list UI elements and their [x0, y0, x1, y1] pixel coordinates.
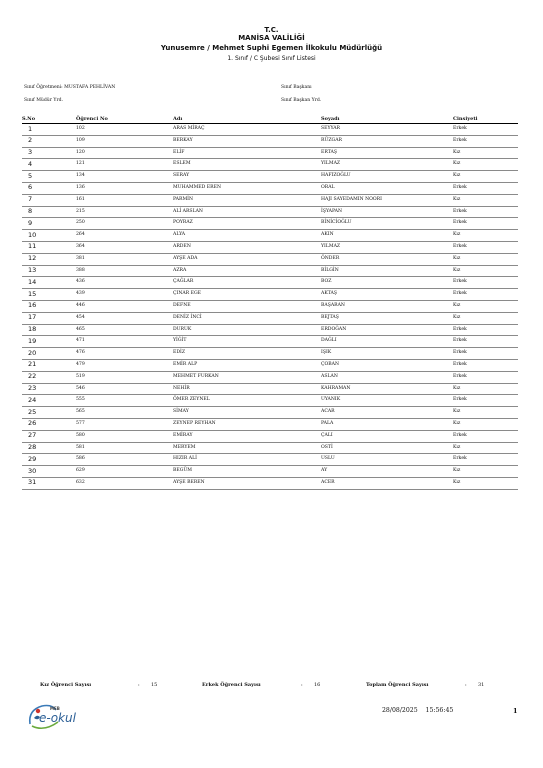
row-no: 27: [28, 431, 37, 440]
row-no: 4: [28, 159, 33, 168]
row-gender: Kız: [453, 420, 461, 426]
table-row: [22, 443, 518, 455]
row-student-no: 102: [76, 126, 85, 131]
girls-sep: :: [138, 682, 140, 688]
row-student-no: 381: [76, 255, 85, 261]
row-student-no: 580: [76, 432, 85, 438]
row-gender: Kız: [453, 444, 461, 450]
row-student-no: 581: [76, 444, 85, 450]
row-gender: Erkek: [453, 126, 467, 131]
row-surname: BEJTAŞ: [321, 314, 339, 320]
row-student-no: 161: [76, 196, 85, 202]
row-gender: Kız: [453, 314, 461, 320]
row-name: AYŞE BEREN: [173, 479, 205, 485]
row-surname: ÇOBAN: [321, 361, 339, 367]
row-student-no: 629: [76, 468, 85, 474]
row-student-no: 555: [76, 397, 85, 403]
row-student-no: 565: [76, 409, 85, 415]
total-count-value: 31: [478, 682, 485, 688]
row-name: HIZIR ALİ: [173, 456, 197, 462]
row-surname: KAHRAMAN: [321, 385, 351, 391]
row-gender: Erkek: [453, 137, 467, 143]
row-surname: ERDOĞAN: [321, 326, 347, 332]
row-gender: Erkek: [453, 350, 467, 356]
table-row: [22, 124, 518, 136]
table-row: [22, 183, 518, 195]
girls-count-value: 15: [151, 682, 158, 688]
row-surname: UYANIK: [321, 397, 341, 403]
row-gender: Kız: [453, 196, 461, 202]
row-no: 16: [28, 301, 37, 310]
row-gender: Erkek: [453, 397, 467, 403]
table-row: [22, 277, 518, 289]
teacher-label: Sınıf Öğretmeni: MUSTAFA PEHLİVAN: [24, 85, 116, 90]
header-list-title: 1. Sınıf / C Şubesi Sınıf Listesi: [227, 55, 316, 62]
boys-count-label: Erkek Öğrenci Sayısı: [202, 682, 261, 688]
table-row: [22, 384, 518, 396]
table-row: [22, 289, 518, 301]
row-student-no: 264: [76, 232, 85, 238]
class-head-deputy-label: Sınıf Başkan Yrd.: [281, 98, 322, 103]
table-row: [22, 313, 518, 325]
row-name: ÇINAR EGE: [173, 291, 201, 297]
table-row: [22, 478, 518, 490]
row-no: 17: [28, 313, 37, 322]
row-surname: OSTİ: [321, 444, 333, 450]
row-name: DENİZ İNCİ: [173, 314, 202, 320]
total-sep: :: [465, 682, 467, 688]
row-student-no: 215: [76, 208, 85, 214]
row-gender: Erkek: [453, 208, 467, 214]
row-name: SERAY: [173, 173, 190, 179]
row-surname: İŞYAPAN: [321, 208, 342, 214]
row-name: MERYEM: [173, 444, 196, 450]
row-name: DEFNE: [173, 302, 191, 308]
row-gender: Erkek: [453, 279, 467, 285]
row-no: 10: [28, 230, 37, 239]
row-surname: ACER: [321, 479, 335, 485]
table-row: [22, 266, 518, 278]
row-gender: Kız: [453, 161, 461, 167]
row-name: AYŞE ADA: [173, 255, 198, 261]
header-governorship: MANİSA VALİLİĞİ: [238, 34, 305, 42]
row-no: 15: [28, 289, 37, 298]
table-row: [22, 336, 518, 348]
row-name: EMİR ALP: [173, 361, 198, 367]
row-surname: BOZ: [321, 279, 332, 285]
row-name: ZEYNEP REYHAN: [173, 420, 216, 426]
row-no: 3: [28, 148, 33, 157]
header-tc: T.C.: [264, 26, 279, 34]
table-row: [22, 301, 518, 313]
row-name: EDİZ: [173, 350, 186, 356]
row-student-no: 632: [76, 479, 85, 485]
row-no: 9: [28, 218, 33, 227]
row-gender: Kız: [453, 409, 461, 415]
row-name: ÖMER ZEYNEL: [173, 397, 210, 403]
header-school: Yunusemre / Mehmet Suphi Egemen İlkokulu Müdürlüğü: [160, 44, 383, 52]
row-surname: AKIN: [321, 232, 334, 238]
row-surname: BİLGİN: [321, 267, 339, 273]
row-surname: HAFIZOĞLU: [321, 173, 351, 179]
row-student-no: 446: [76, 302, 85, 308]
table-row: [22, 136, 518, 148]
row-no: 23: [28, 384, 37, 393]
boys-sep: :: [301, 682, 303, 688]
row-student-no: 546: [76, 385, 85, 391]
row-gender: Erkek: [453, 326, 467, 332]
table-row: [22, 348, 518, 360]
row-surname: BİNİCİOĞLU: [321, 220, 352, 226]
row-student-no: 471: [76, 338, 85, 344]
row-gender: Erkek: [453, 338, 467, 344]
table-row: [22, 207, 518, 219]
row-no: 25: [28, 407, 37, 416]
col-header-surname: Soyadı: [321, 116, 340, 122]
table-row: [22, 419, 518, 431]
table-body: [22, 124, 518, 490]
summary-footer: [0, 680, 543, 692]
row-surname: YILMAZ: [321, 243, 341, 249]
row-gender: Erkek: [453, 373, 467, 379]
row-surname: YILMAZ: [321, 161, 341, 167]
col-header-gender: Cinsiyeti: [453, 116, 478, 122]
row-no: 11: [28, 242, 37, 251]
row-surname: RÜZGAR: [321, 137, 342, 143]
table-row: [22, 360, 518, 372]
row-name: EMİRAY: [173, 432, 193, 438]
row-gender: Kız: [453, 302, 461, 308]
row-no: 13: [28, 266, 37, 275]
row-gender: Kız: [453, 468, 461, 474]
row-surname: ERTAŞ: [321, 149, 338, 155]
row-no: 6: [28, 183, 33, 192]
row-gender: Erkek: [453, 184, 467, 190]
row-surname: USLU: [321, 456, 335, 462]
table-header: [22, 115, 518, 124]
total-count-label: Toplam Öğrenci Sayısı: [366, 682, 429, 688]
table-row: [22, 395, 518, 407]
row-student-no: 364: [76, 243, 85, 249]
row-name: NEHİR: [173, 385, 190, 391]
row-name: BERKAY: [173, 137, 193, 143]
table-row: [22, 171, 518, 183]
row-name: ALİ ARSLAN: [173, 208, 203, 214]
table-row: [22, 242, 518, 254]
row-surname: IŞIK: [321, 350, 332, 356]
row-name: PARMİN: [173, 196, 193, 202]
row-no: 2: [28, 136, 33, 145]
row-no: 5: [28, 171, 33, 180]
table-row: [22, 454, 518, 466]
row-surname: ÇALI: [321, 432, 333, 438]
row-surname: PALA: [321, 420, 334, 426]
row-gender: Erkek: [453, 291, 467, 297]
row-name: ARAS MİRAÇ: [173, 126, 205, 131]
row-no: 26: [28, 419, 37, 428]
row-no: 21: [28, 360, 37, 369]
logo-small-text: MEB: [50, 706, 60, 711]
col-header-student-no: Öğrenci No: [76, 116, 108, 122]
row-no: 8: [28, 207, 33, 216]
table-row: [22, 195, 518, 207]
row-name: ESLEM: [173, 161, 191, 167]
row-no: 1: [28, 124, 33, 133]
row-name: ÇAĞLAR: [173, 279, 194, 285]
row-gender: Kız: [453, 173, 461, 179]
row-student-no: 577: [76, 420, 85, 426]
row-gender: Erkek: [453, 361, 467, 367]
page-number: 1: [513, 707, 518, 715]
row-no: 22: [28, 372, 37, 381]
row-student-no: 250: [76, 220, 85, 226]
row-no: 14: [28, 277, 37, 286]
row-no: 30: [28, 466, 37, 475]
col-header-no: S.No: [22, 116, 36, 122]
e-okul-logo: [24, 698, 99, 732]
row-gender: Kız: [453, 479, 461, 485]
table-row: [22, 372, 518, 384]
row-student-no: 136: [76, 184, 85, 190]
row-student-no: 388: [76, 267, 85, 273]
row-student-no: 519: [76, 373, 85, 379]
row-name: BEGÜM: [173, 468, 192, 474]
row-no: 18: [28, 325, 37, 334]
row-gender: Erkek: [453, 243, 467, 249]
row-name: ARDEN: [173, 243, 191, 249]
row-no: 20: [28, 348, 37, 357]
row-no: 29: [28, 454, 37, 463]
row-name: AZRA: [173, 267, 187, 273]
row-surname: HAJI SAYEDAMIN NOORI: [321, 196, 382, 202]
row-gender: Kız: [453, 149, 461, 155]
class-head-label: Sınıf Başkanı: [281, 85, 312, 90]
table-row: [22, 218, 518, 230]
row-name: ALYA: [173, 232, 186, 238]
table-row: [22, 325, 518, 337]
row-student-no: 109: [76, 137, 85, 143]
table-row: [22, 407, 518, 419]
row-student-no: 479: [76, 361, 85, 367]
row-surname: ASLAN: [321, 373, 338, 379]
table-row: [22, 466, 518, 478]
boys-count-value: 16: [314, 682, 321, 688]
deputy-label: Sınıf Müdür Yrd.: [24, 98, 64, 103]
row-student-no: 436: [76, 279, 85, 285]
table-row: [22, 148, 518, 160]
row-no: 7: [28, 195, 33, 204]
printed-datetime: 28/08/2025 15:56:45: [382, 707, 454, 714]
row-surname: SEYYAR: [321, 126, 340, 131]
row-surname: ÖNDER: [321, 255, 340, 261]
row-gender: Erkek: [453, 456, 467, 462]
row-name: POYRAZ: [173, 220, 193, 226]
row-student-no: 121: [76, 161, 85, 167]
row-no: 24: [28, 395, 37, 404]
e-okul-logo-icon: [24, 698, 99, 732]
row-name: SİMAY: [173, 409, 189, 415]
row-student-no: 454: [76, 314, 85, 320]
table-row: [22, 431, 518, 443]
logo-text: e-okul: [39, 711, 76, 725]
student-table: [22, 115, 518, 490]
row-student-no: 465: [76, 326, 85, 332]
row-surname: BAŞARAN: [321, 302, 345, 308]
girls-count-label: Kız Öğrenci Sayısı: [40, 682, 92, 688]
row-no: 12: [28, 254, 37, 263]
row-student-no: 439: [76, 291, 85, 297]
row-student-no: 120: [76, 149, 85, 155]
table-row: [22, 230, 518, 242]
row-gender: Erkek: [453, 432, 467, 438]
row-gender: Kız: [453, 255, 461, 261]
row-gender: Kız: [453, 267, 461, 273]
row-no: 19: [28, 336, 37, 345]
row-gender: Kız: [453, 232, 461, 238]
row-name: ELİF: [173, 149, 185, 155]
row-gender: Erkek: [453, 220, 467, 226]
row-no: 28: [28, 443, 37, 452]
col-header-name: Adı: [173, 116, 183, 122]
row-name: DURUK: [173, 326, 192, 332]
row-name: MEHMET FURKAN: [173, 373, 219, 379]
row-name: YİĞİT: [173, 338, 187, 344]
row-surname: DAĞLI: [321, 338, 337, 344]
row-surname: ORAL: [321, 184, 335, 190]
row-student-no: 586: [76, 456, 85, 462]
row-name: MUHAMMED EREN: [173, 184, 221, 190]
table-row: [22, 254, 518, 266]
row-no: 31: [28, 478, 37, 487]
row-surname: AKTAŞ: [321, 291, 338, 297]
table-row: [22, 159, 518, 171]
row-surname: ACAR: [321, 409, 335, 415]
row-student-no: 134: [76, 173, 85, 179]
row-surname: AY: [321, 468, 328, 474]
row-gender: Kız: [453, 385, 461, 391]
row-student-no: 476: [76, 350, 85, 356]
